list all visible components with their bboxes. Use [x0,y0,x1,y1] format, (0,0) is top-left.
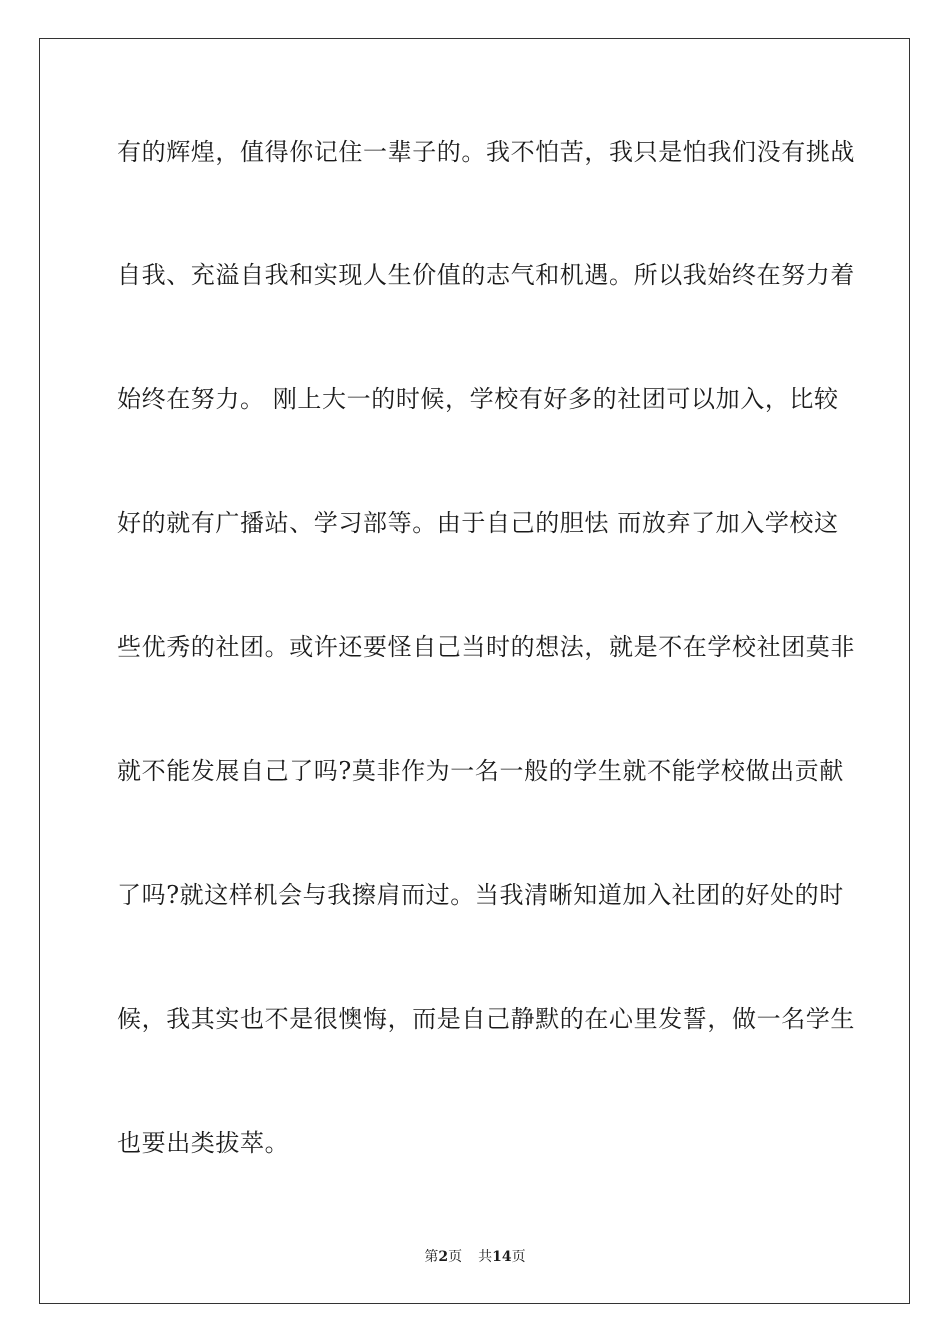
total-prefix: 共 [478,1249,493,1265]
body-text-line-3: 始终在努力。 刚上大一的时候，学校有好多的社团可以加入，比较 [117,385,839,413]
current-page-number: 2 [438,1249,449,1265]
body-text-line-2: 自我、充溢自我和实现人生价值的志气和机遇。所以我始终在努力着 [117,261,855,289]
body-text-line-6: 就不能发展自己了吗?莫非作为一名一般的学生就不能学校做出贡献 [117,757,844,785]
total-suffix: 页 [511,1249,526,1265]
page-suffix: 页 [448,1249,463,1265]
page-prefix: 第 [424,1249,439,1265]
body-text-line-9: 也要出类拔萃。 [117,1129,290,1157]
total-pages-number: 14 [492,1249,512,1265]
body-text-line-1: 有的辉煌，值得你记住一辈子的。我不怕苦，我只是怕我们没有挑战 [117,138,855,166]
page-border [39,38,910,1304]
body-text-line-7: 了吗?就这样机会与我擦肩而过。当我清晰知道加入社团的好处的时 [117,881,844,909]
body-text-line-5: 些优秀的社团。或许还要怪自己当时的想法，就是不在学校社团莫非 [117,633,855,661]
body-text-line-8: 候，我其实也不是很懊悔，而是自己静默的在心里发誓，做一名学生 [117,1005,855,1033]
body-text-line-4: 好的就有广播站、学习部等。由于自己的胆怯 而放弃了加入学校这 [117,509,839,537]
page-footer [0,1248,950,1266]
